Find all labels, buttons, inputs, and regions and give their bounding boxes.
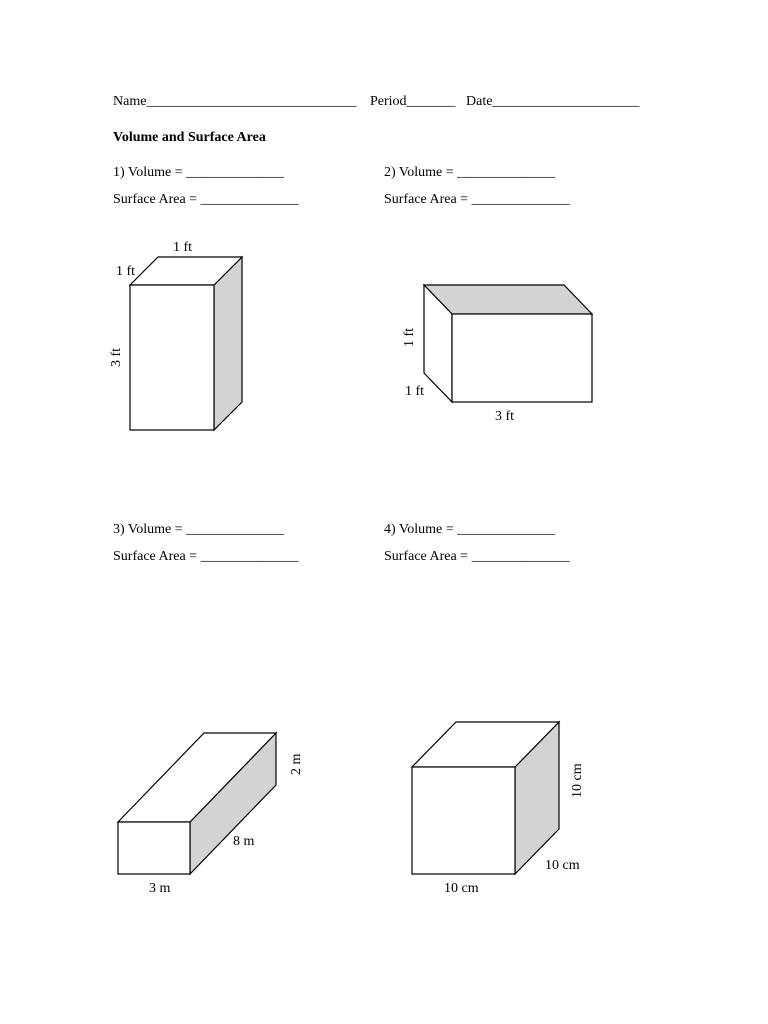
prism-figure-4 [412, 722, 585, 896]
prism-figure-2 [402, 285, 592, 424]
problem-3-surface-area[interactable]: Surface Area = ______________ [113, 549, 299, 564]
prism-1-side-face [214, 257, 242, 430]
prism-1-front-face [130, 285, 214, 430]
prism-1-height-label: 3 ft [109, 347, 124, 367]
prism-2-top-face [424, 285, 592, 314]
prism-3-width-label: 3 m [149, 881, 171, 896]
prism-3-depth-label: 8 m [233, 834, 255, 849]
problem-4-volume[interactable]: 4) Volume = ______________ [384, 522, 556, 537]
prism-3-height-label: 2 m [289, 753, 304, 775]
prism-4-width-label: 10 cm [444, 881, 479, 896]
name-field[interactable]: Name______________________________ [113, 94, 357, 109]
period-field[interactable]: Period_______ [370, 94, 456, 109]
prism-1-depth-label: 1 ft [116, 264, 136, 279]
worksheet-title: Volume and Surface Area [113, 130, 266, 145]
prism-2-length-label: 3 ft [495, 409, 515, 424]
prism-4-height-label: 10 cm [570, 763, 585, 798]
prism-2-front-face [452, 314, 592, 402]
problem-2-surface-area[interactable]: Surface Area = ______________ [384, 192, 570, 207]
problem-1-volume[interactable]: 1) Volume = ______________ [113, 165, 285, 180]
problem-3-volume[interactable]: 3) Volume = ______________ [113, 522, 285, 537]
prism-2-height-label: 1 ft [402, 327, 417, 347]
problem-2-volume[interactable]: 2) Volume = ______________ [384, 165, 556, 180]
prism-1-width-label: 1 ft [173, 240, 193, 255]
prism-4-depth-label: 10 cm [545, 858, 580, 873]
prism-4-front-face [412, 767, 515, 874]
prism-figure-1 [109, 240, 242, 430]
problem-4-surface-area[interactable]: Surface Area = ______________ [384, 549, 570, 564]
problem-1-surface-area[interactable]: Surface Area = ______________ [113, 192, 299, 207]
prism-3-front-face [118, 822, 190, 874]
prism-2-depth-label: 1 ft [405, 384, 425, 399]
date-field[interactable]: Date_____________________ [466, 94, 640, 109]
prism-figure-3 [118, 733, 304, 896]
